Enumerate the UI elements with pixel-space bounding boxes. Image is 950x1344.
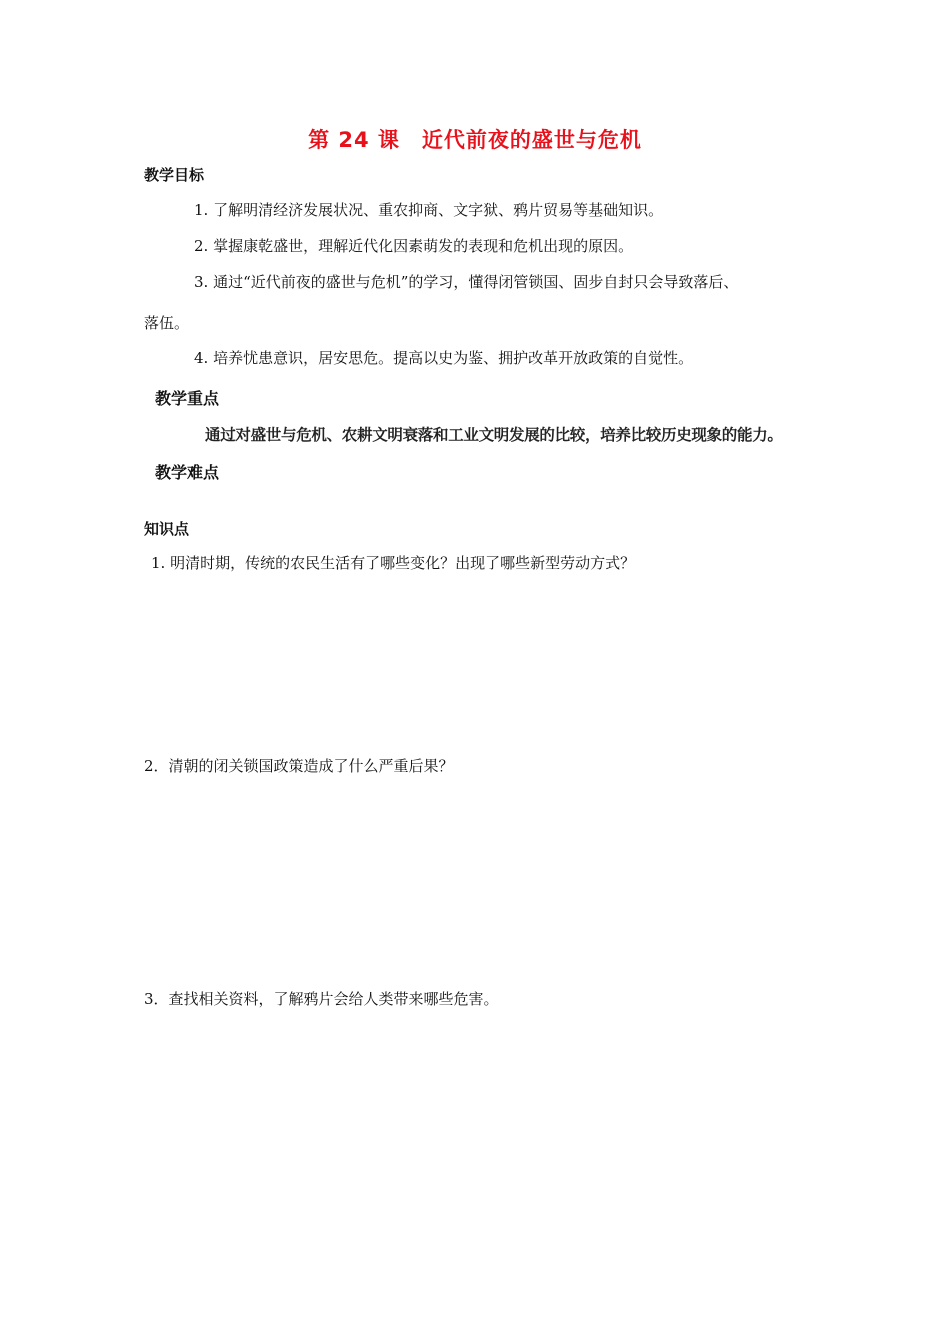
objectives-heading: 教学目标 xyxy=(144,166,205,184)
question-item: 1. 明清时期，传统的农民生活有了哪些变化？出现了哪些新型劳动方式？ xyxy=(151,554,636,572)
key-points-heading: 教学重点 xyxy=(155,389,220,408)
knowledge-heading: 知识点 xyxy=(144,520,190,538)
objective-item: 2. 掌握康乾盛世，理解近代化因素萌发的表现和危机出现的原因。 xyxy=(194,237,634,255)
question-item: 3．查找相关资料，了解鸦片会给人类带来哪些危害。 xyxy=(144,990,499,1008)
objective-item: 3. 通过“近代前夜的盛世与危机”的学习，懂得闭管锁国、固步自封只会导致落后、 xyxy=(194,273,739,291)
objective-item-continuation: 落伍。 xyxy=(144,314,190,332)
objective-item: 4. 培养忧患意识，居安思危。提高以史为鉴、拥护改革开放政策的自觉性。 xyxy=(194,349,694,367)
objective-item: 1. 了解明清经济发展状况、重农抑商、文字狱、鸦片贸易等基础知识。 xyxy=(194,201,664,219)
lesson-title: 第 24 课 近代前夜的盛世与危机 xyxy=(308,128,642,152)
key-points-text: 通过对盛世与危机、农耕文明衰落和工业文明发展的比较，培养比较历史现象的能力。 xyxy=(205,426,783,444)
difficulties-heading: 教学难点 xyxy=(155,463,220,482)
question-item: 2．清朝的闭关锁国政策造成了什么严重后果？ xyxy=(144,757,454,775)
